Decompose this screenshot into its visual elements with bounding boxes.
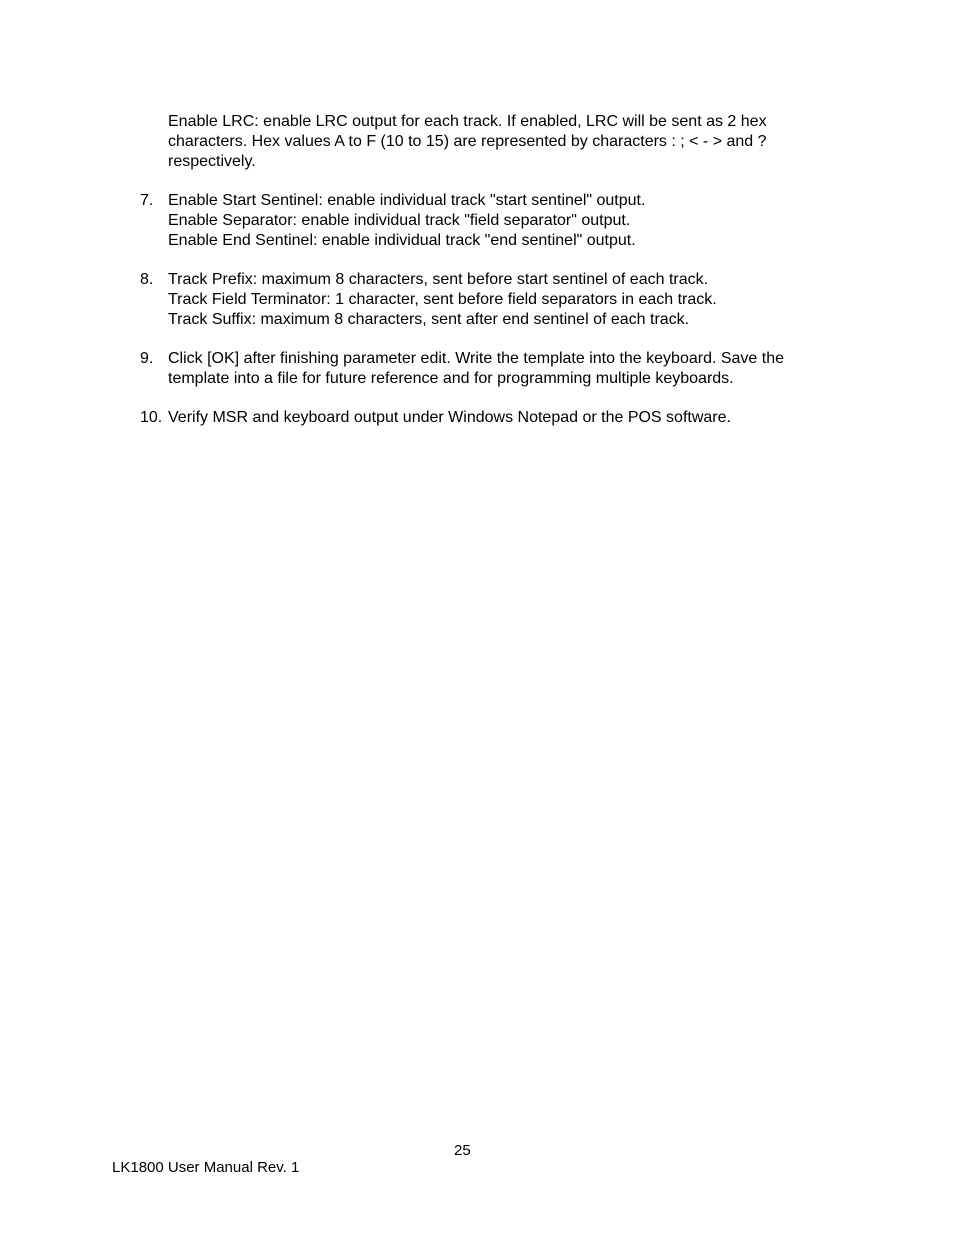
list-item-number: 10. <box>140 409 163 426</box>
list-item-line: Track Suffix: maximum 8 characters, sent after end sentinel of each track. <box>168 311 690 328</box>
list-item-line: Enable Start Sentinel: enable individual track "start sentinel" output. <box>168 192 646 209</box>
list-item-line: Enable Separator: enable individual track "field separator" output. <box>168 212 631 229</box>
list-item-line: Verify MSR and keyboard output under Windows Notepad or the POS software. <box>168 409 731 426</box>
list-item-number: 9. <box>140 350 154 367</box>
page-number: 25 <box>454 1142 471 1159</box>
footer-text: LK1800 User Manual Rev. 1 <box>112 1159 300 1176</box>
list-item-line: Enable End Sentinel: enable individual track "end sentinel" output. <box>168 232 636 249</box>
list-item-line: template into a file for future reference and for programming multiple keyboards. <box>168 370 734 387</box>
list-item-number: 8. <box>140 271 154 288</box>
list-item-number: 7. <box>140 192 154 209</box>
paragraph-line: characters. Hex values A to F (10 to 15) are represented by characters : ; < - > and ? <box>168 133 767 150</box>
paragraph-line: respectively. <box>168 153 256 170</box>
list-item-line: Track Prefix: maximum 8 characters, sent before start sentinel of each track. <box>168 271 709 288</box>
paragraph-line: Enable LRC: enable LRC output for each track. If enabled, LRC will be sent as 2 hex <box>168 113 767 130</box>
list-item-line: Track Field Terminator: 1 character, sent before field separators in each track. <box>168 291 717 308</box>
list-item-line: Click [OK] after finishing parameter edit. Write the template into the keyboard. Save the <box>168 350 785 367</box>
lrc-paragraph <box>168 112 767 172</box>
